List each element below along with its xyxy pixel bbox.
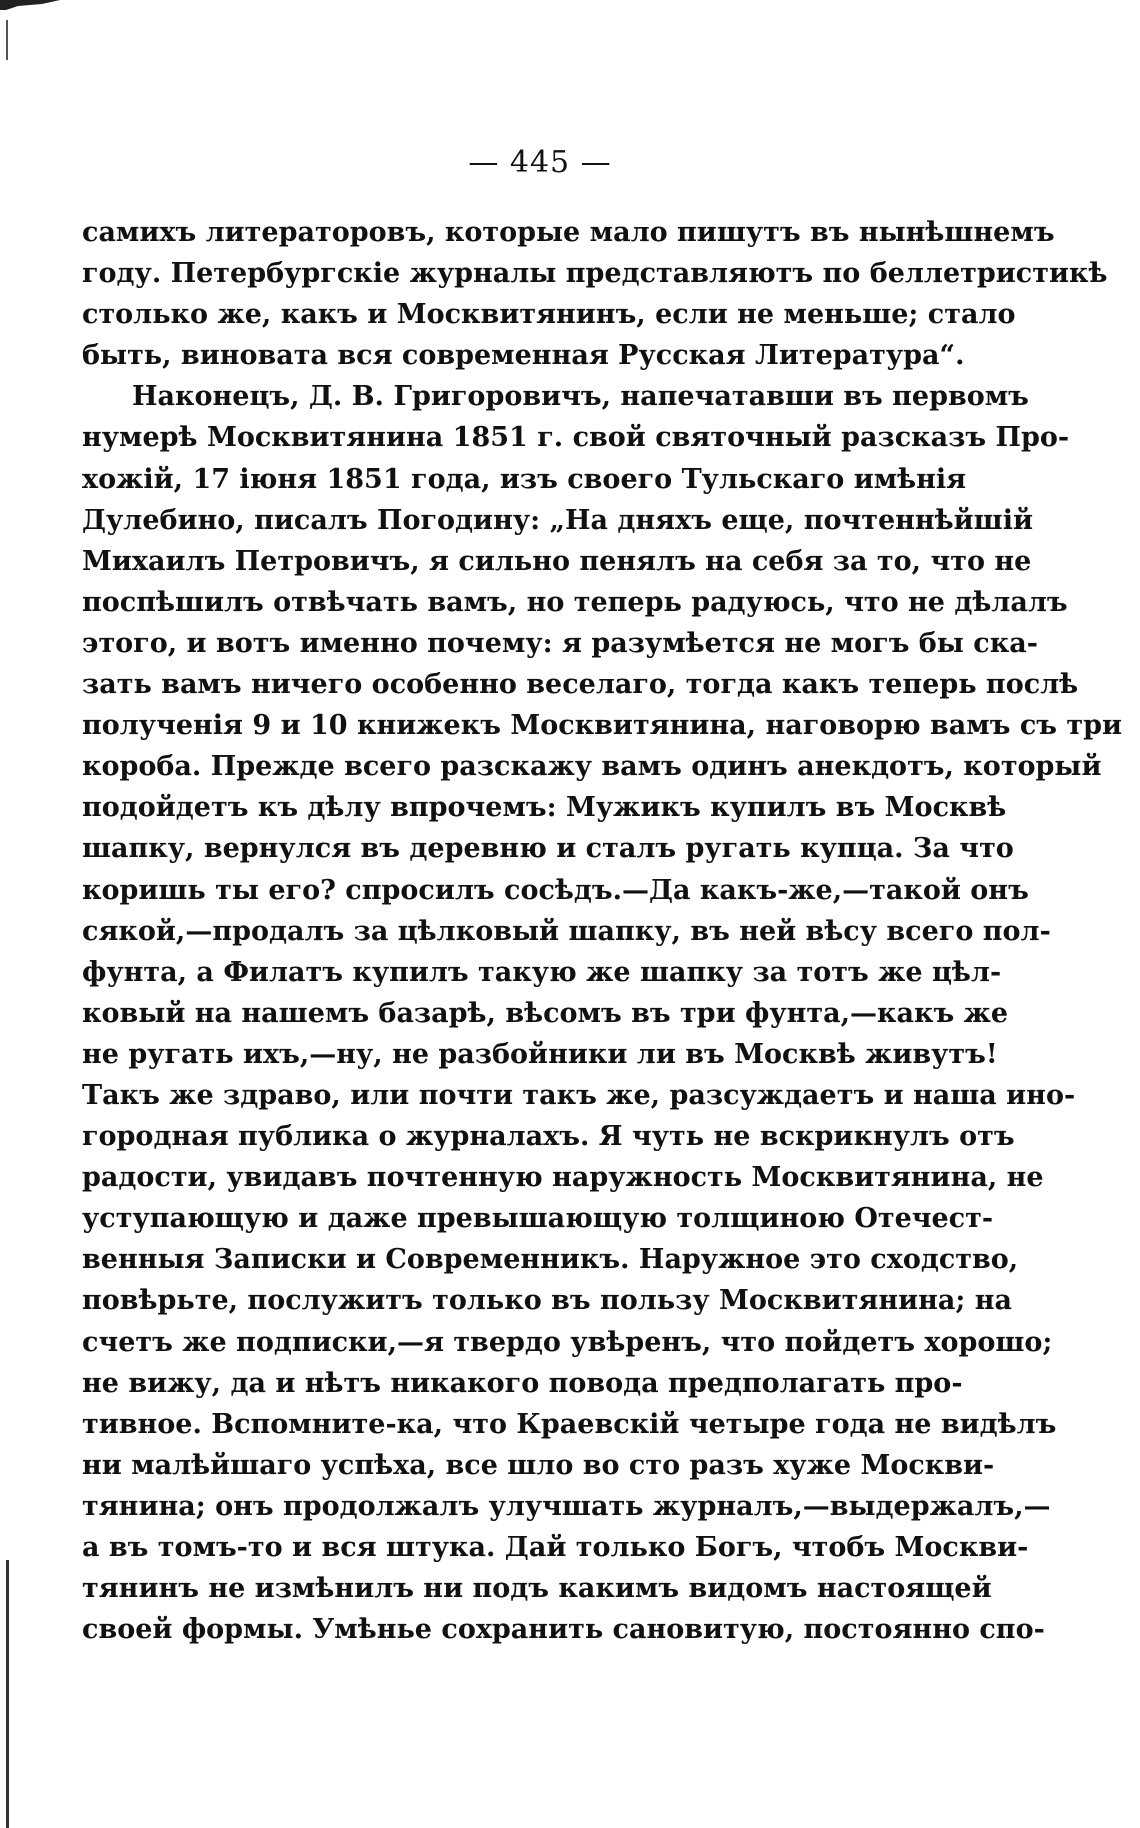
text-line: зать вамъ ничего особенно веселаго, тогда какъ теперь послѣ [82,669,1079,701]
text-line: полученія 9 и 10 книжекъ Москвитянина, наговорю вамъ съ три [82,710,1123,742]
scan-edge-mark-bottom [6,1560,9,1828]
text-line: хожій, 17 іюня 1851 года, изъ своего Тульскаго имѣнія [82,463,967,495]
text-line: шапку, вернулся въ деревню и сталъ ругать купца. За что [82,833,1014,865]
text-line: Михаилъ Петровичъ, я сильно пенялъ на себя за то, что не [82,545,1032,577]
text-line: году. Петербургскіе журналы представляютъ по беллетристикѣ [82,258,1108,290]
text-line: ни малѣйшаго успѣха, все шло во сто разъ хуже Москви- [82,1449,995,1481]
text-line: радости, увидавъ почтенную наружность Москвитянина, не [82,1162,1044,1194]
text-line: повѣрьте, послужитъ только въ пользу Москвитянина; на [82,1285,1012,1317]
text-line: столько же, какъ и Москвитянинъ, если не меньше; стало [82,299,1016,331]
text-line: своей формы. Умѣнье сохранить сановитую, постоянно спо- [82,1614,1045,1646]
text-line: уступающую и даже превышающую толщиною Отечест- [82,1203,994,1235]
page-number: — 445 — [468,145,612,180]
scan-corner-mark [0,0,60,10]
text-line: а въ томъ-то и вся штука. Дай только Богъ, чтобъ Москви- [82,1532,1029,1563]
text-line: ковый на нашемъ базарѣ, вѣсомъ въ три фунта,—какъ же [82,997,1009,1029]
text-line: тивное. Вспомните-ка, что Краевскій четыре года не видѣлъ [82,1408,1057,1440]
text-line: не вижу, да и нѣтъ никакого повода предполагать про- [82,1367,963,1399]
text-line: Наконецъ, Д. В. Григоровичъ, напечатавши въ первомъ [132,381,1029,413]
text-line: тянина; онъ продолжалъ улучшать журналъ,—выдержалъ,— [82,1490,1051,1522]
text-line: этого, и вотъ именно почему: я разумѣется не могъ бы ска- [82,627,1038,659]
text-line: поспѣшилъ отвѣчать вамъ, но теперь радуюсь, что не дѣлалъ [82,586,1068,618]
text-line: фунта, а Филатъ купилъ такую же шапку за тотъ же цѣл- [82,956,1002,988]
text-line: коришь ты его? спросилъ сосѣдъ.—Да какъ-же,—такой онъ [82,874,1029,906]
text-line: подойдетъ къ дѣлу впрочемъ: Мужикъ купилъ въ Москвѣ [82,792,1007,824]
text-line: тянинъ не измѣнилъ ни подъ какимъ видомъ настоящей [82,1573,992,1605]
text-line: городная публика о журналахъ. Я чуть не вскрикнулъ отъ [82,1121,1015,1153]
text-line: быть, виновата вся современная Русская Литература“. [82,340,965,372]
text-line: нумерѣ Москвитянина 1851 г. свой святочный разсказъ Про- [82,422,1070,454]
text-line: Дулебино, писалъ Погодину: „На дняхъ еще, почтеннѣйшій [82,504,1033,536]
text-line: Такъ же здраво, или почти такъ же, разсуждаетъ и наша ино- [82,1079,1076,1111]
text-line: короба. Прежде всего разскажу вамъ одинъ анекдотъ, который [82,751,1102,783]
text-line: сякой,—продалъ за цѣлковый шапку, въ ней вѣсу всего пол- [82,915,1051,947]
text-line: венныя Записки и Современникъ. Наружное это сходство, [82,1244,1019,1276]
text-line: не ругать ихъ,—ну, не разбойники ли въ Москвѣ живутъ! [82,1038,998,1070]
body-text [82,212,1123,1650]
text-line: самихъ литераторовъ, которые мало пишутъ въ нынѣшнемъ [82,217,1055,248]
text-line: счетъ же подписки,—я твердо увѣренъ, что пойдетъ хорошо; [82,1326,1053,1358]
scan-edge-mark-top [6,20,8,60]
